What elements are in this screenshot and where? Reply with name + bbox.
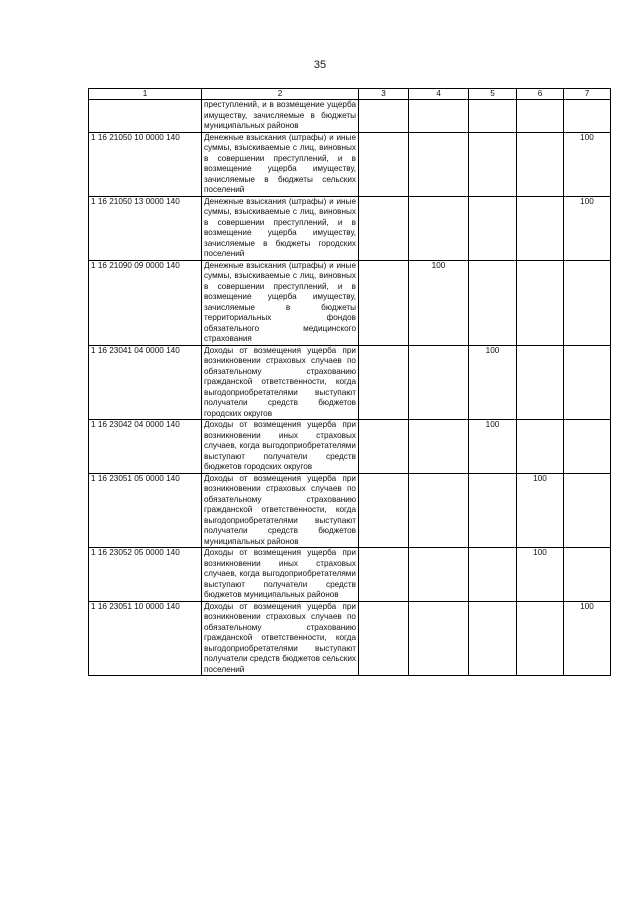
- percent-cell: [564, 345, 611, 420]
- table-row: [89, 420, 611, 474]
- percent-cell: [469, 345, 517, 420]
- percent-cell: [469, 601, 517, 676]
- percent-cell: [564, 548, 611, 602]
- page-number: 35: [313, 59, 327, 71]
- percent-cell: [359, 473, 409, 548]
- revenue-name: Доходы от возмещения ущерба при возникновении страховых случаев по обязательному страхованию гражданской ответственности, когда выгодоприобретателями выступают получатели средств бюджетов сельских поселений: [202, 601, 359, 676]
- percent-value: 100: [580, 601, 594, 611]
- percent-cell: [409, 601, 469, 676]
- percent-cell: [517, 548, 564, 602]
- percent-cell: [359, 260, 409, 345]
- percent-cell: [517, 420, 564, 474]
- percent-cell: [409, 196, 469, 260]
- percent-cell: [409, 100, 469, 133]
- percent-cell: [469, 548, 517, 602]
- revenue-name: Доходы от возмещения ущерба при возникновении страховых случаев по обязательному страхованию гражданской ответственности, когда выгодоприобретателями выступают получатели средств бюджетов городских округов: [202, 345, 359, 420]
- percent-value: 100: [485, 420, 500, 429]
- percent-cell: [409, 420, 469, 474]
- percent-cell: [564, 260, 611, 345]
- percent-cell: [359, 548, 409, 602]
- table-row: [89, 548, 611, 602]
- classification-code: 1 16 21050 13 0000 140: [89, 196, 202, 260]
- percent-cell: [564, 473, 611, 548]
- classification-code: 1 16 23052 05 0000 140: [89, 548, 202, 602]
- percent-cell: [359, 196, 409, 260]
- percent-cell: [359, 601, 409, 676]
- revenue-name: Денежные взыскания (штрафы) и иные суммы, взыскиваемые с лиц, виновных в совершении преступлений, и в возмещение ущерба имуществу, зачисляемые в бюджеты сельских поселений: [202, 132, 359, 196]
- percent-cell: [517, 260, 564, 345]
- table-row: [89, 345, 611, 420]
- revenue-name: Денежные взыскания (штрафы) и иные суммы, взыскиваемые с лиц, виновных в совершении преступлений, и в возмещение ущерба имуществу, зачисляемые в бюджеты городских поселений: [202, 196, 359, 260]
- percent-value: 100: [533, 548, 547, 557]
- revenue-name: Денежные взыскания (штрафы) и иные суммы, взыскиваемые с лиц, виновных в совершении преступлений, и в возмещение ущерба имуществу, зачисляемые в бюджеты территориальных фондов обязательного медицинского страхования: [202, 260, 359, 345]
- classification-code: 1 16 23041 04 0000 140: [89, 345, 202, 420]
- percent-cell: [564, 420, 611, 474]
- revenue-name: Доходы от возмещения ущерба при возникновении страховых случаев по обязательному страхованию гражданской ответственности, когда выгодоприобретателями выступают получатели средств бюджетов муниципальных районов: [202, 473, 359, 548]
- percent-cell: [359, 345, 409, 420]
- column-header: 3: [359, 89, 409, 100]
- table-row: [89, 100, 611, 133]
- percent-value: 100: [580, 196, 594, 206]
- percent-cell: [469, 132, 517, 196]
- table-row: [89, 260, 611, 345]
- column-header: 2: [202, 89, 359, 100]
- percent-cell: [469, 100, 517, 133]
- percent-cell: [469, 420, 517, 474]
- revenue-distribution-table: [88, 88, 611, 676]
- percent-cell: [409, 473, 469, 548]
- table-row: [89, 601, 611, 676]
- column-header: 7: [564, 89, 611, 100]
- classification-code: [89, 100, 202, 133]
- percent-cell: [409, 132, 469, 196]
- column-header: 6: [517, 89, 564, 100]
- percent-cell: [359, 100, 409, 133]
- column-header: 1: [89, 89, 202, 100]
- table-row: [89, 473, 611, 548]
- percent-cell: [359, 132, 409, 196]
- column-header: 4: [409, 89, 469, 100]
- table-row: [89, 196, 611, 260]
- classification-code: 1 16 23051 10 0000 140: [89, 601, 202, 676]
- classification-code: 1 16 21090 09 0000 140: [89, 260, 202, 345]
- classification-code: 1 16 23042 04 0000 140: [89, 420, 202, 474]
- table-body: [89, 100, 611, 676]
- percent-cell: [409, 345, 469, 420]
- revenue-name: Доходы от возмещения ущерба при возникновении иных страховых случаев, когда выгодоприобретателями выступают получатели средств бюджетов муниципальных районов: [202, 548, 359, 602]
- percent-value: 100: [580, 132, 594, 142]
- percent-cell: [517, 473, 564, 548]
- classification-code: 1 16 23051 05 0000 140: [89, 473, 202, 548]
- percent-cell: [564, 100, 611, 133]
- percent-value: 100: [431, 260, 446, 270]
- percent-cell: [517, 345, 564, 420]
- percent-cell: [564, 601, 611, 676]
- column-header: 5: [469, 89, 517, 100]
- percent-cell: [469, 473, 517, 548]
- percent-cell: [409, 260, 469, 345]
- table-row: [89, 132, 611, 196]
- percent-cell: [409, 548, 469, 602]
- classification-code: 1 16 21050 10 0000 140: [89, 132, 202, 196]
- percent-cell: [517, 601, 564, 676]
- revenue-name: преступлений, и в возмещение ущерба имуществу, зачисляемые в бюджеты муниципальных районов: [202, 100, 359, 133]
- percent-cell: [517, 100, 564, 133]
- column-number-row: [89, 89, 611, 100]
- percent-cell: [469, 196, 517, 260]
- percent-cell: [564, 196, 611, 260]
- percent-cell: [564, 132, 611, 196]
- percent-cell: [469, 260, 517, 345]
- percent-cell: [359, 420, 409, 474]
- percent-cell: [517, 196, 564, 260]
- percent-value: 100: [485, 345, 500, 355]
- revenue-name: Доходы от возмещения ущерба при возникновении иных страховых случаев, когда выгодоприобретателями выступают получатели средств бюджетов городских округов: [202, 420, 359, 474]
- percent-value: 100: [533, 473, 547, 483]
- percent-cell: [517, 132, 564, 196]
